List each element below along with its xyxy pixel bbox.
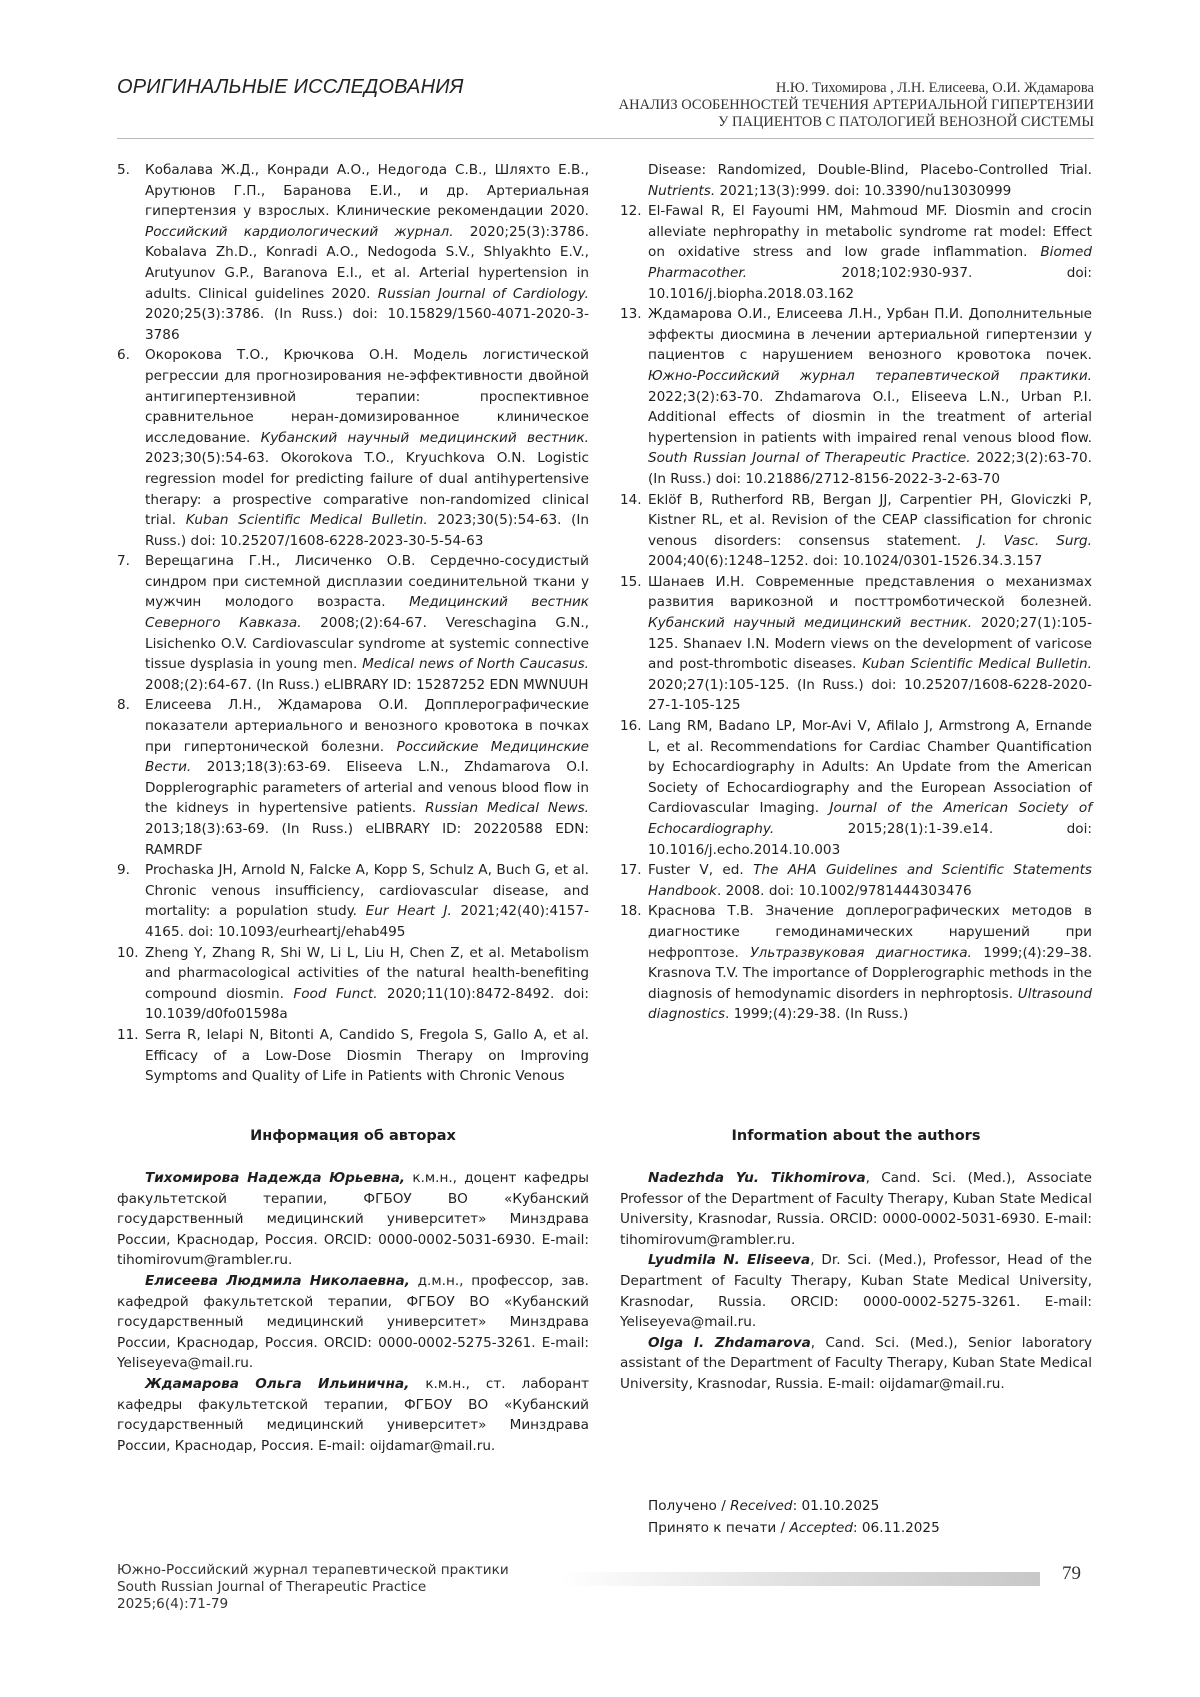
authors-heading-en: Information about the authors: [731, 1128, 981, 1144]
reference-journal: South Russian Journal of Therapeutic Practice.: [648, 450, 971, 467]
reference-text: 2023;30(5):54-63. Okorokova T.O., Kryuchkova O.N. Logistic regression model for predicting failure of dual antihypertensive therapy: a prospective comparative non-randomized clinical trial.: [145, 450, 589, 529]
reference-text: Prochaska JH, Arnold N, Falcke A, Kopp S, Schulz A, Buch G, et al. Chronic venous insufficiency, cardiovascular disease, and mortality: a population study.: [145, 862, 589, 920]
reference-journal: J. Vasc. Surg.: [978, 532, 1092, 549]
reference-13: [620, 304, 1092, 489]
reference-journal: Eur Heart J.: [365, 903, 452, 920]
header-authors: Н.Ю. Тихомирова , Л.Н. Елисеева, О.И. Ждамарова: [775, 80, 1094, 96]
author-details: , Cand. Sci. (Med.), Associate Professor of the Department of Faculty Therapy, Kuban State Medical University, Krasnodar, Russia. ORCID: 0000-0002-5031-6930. E-mail: tihomirovum@rambler.ru.: [620, 1170, 1092, 1248]
reference-journal: Food Funct.: [293, 985, 378, 1002]
reference-number: 18.: [620, 903, 642, 920]
footer-issue: 2025;6(4):71-79: [117, 1596, 229, 1612]
author-name: Ждамарова Ольга Ильинична,: [145, 1375, 410, 1392]
reference-number: 13.: [620, 306, 642, 323]
author-entry: [117, 1168, 589, 1271]
reference-text: 2020;25(3):3786. Kobalava Zh.D., Konradi A.O., Nedogoda S.V., Shlyakhto E.V., Arutyunov G.P., Baranova E.I., et al. Arterial hypertension in adults. Clinical guidelines 2020.: [145, 223, 589, 302]
reference-text: 2020;25(3):3786. (In Russ.) doi: 10.15829/1560-4071-2020-3-3786: [145, 306, 589, 343]
reference-text: Кобалава Ж.Д., Конради А.О., Недогода С.В., Шляхто Е.В., Арутюнов Г.П., Баранова Е.И., и др. Артериальная гипертензия у взрослых. Клинические рекомендации 2020.: [145, 162, 589, 220]
reference-number: 8.: [117, 697, 130, 714]
reference-text: 2008;(2):64-67. (In Russ.) eLIBRARY ID: 15287252 EDN MWNUUH: [145, 676, 589, 693]
reference-journal: Russian Journal of Cardiology.: [377, 285, 589, 302]
reference-14: [620, 490, 1092, 572]
reference-journal: Кубанский научный медицинский вестник.: [648, 615, 973, 632]
accepted-prefix: Принято к печати /: [648, 1520, 790, 1536]
header-title-line-2: У ПАЦИЕНТОВ С ПАТОЛОГИЕЙ ВЕНОЗНОЙ СИСТЕМЫ: [718, 114, 1094, 130]
reference-text: Елисеева Л.Н., Ждамарова О.И. Допплерографические показатели артериального и венозного кровотока в почках при гипертонической болезни.: [145, 697, 589, 755]
author-details: , Cand. Sci. (Med.), Senior laboratory assistant of the Department of Faculty Therapy, Kuban State Medical University, Krasnodar, Russia. E-mail: oijdamar@mail.ru.: [620, 1334, 1092, 1392]
reference-text: Краснова Т.В. Значение доплерографических методов в диагностике гемодинамических нарушений при нефроптозе.: [648, 903, 1092, 961]
reference-number: 9.: [117, 862, 130, 879]
reference-journal: Ультразвуковая диагностика.: [750, 944, 972, 961]
reference-text: 2015;28(1):1-39.e14. doi: 10.1016/j.echo.2014.10.003: [648, 821, 1092, 858]
reference-number: 7.: [117, 553, 130, 570]
author-details: к.м.н., доцент кафедры факультетской терапии, ФГБОУ ВО «Кубанский государственный медицинский университет» Минздрава России, Краснодар, Россия. ORCID: 0000-0002-5031-6930. E-mail: tihomirovum@rambler.ru.: [117, 1170, 589, 1269]
author-details: д.м.н., профессор, зав. кафедрой факультетской терапии, ФГБОУ ВО «Кубанский государственный медицинский университет» Минздрава России, Краснодар, Россия. ORCID: 0000-0002-5275-3261. E-mail: Yeliseyeva@mail.ru.: [117, 1272, 589, 1372]
author-details: , Dr. Sci. (Med.), Professor, Head of the Department of Faculty Therapy, Kuban State Medical University, Krasnodar, Russia. ORCID: 0000-0002-5275-3261. E-mail: Yeliseyeva@mail.ru.: [620, 1252, 1092, 1331]
reference-text: 2021;13(3):999. doi: 10.3390/nu13030999: [715, 182, 1012, 199]
accepted-label: Accepted: [789, 1520, 853, 1536]
submission-dates: [648, 1495, 940, 1539]
reference-journal: Кубанский научный медицинский вестник.: [260, 429, 589, 446]
reference-9: [117, 860, 589, 942]
reference-text: 2004;40(6):1248–1252. doi: 10.1024/0301-1526.34.3.157: [648, 553, 1043, 570]
reference-number: 12.: [620, 203, 642, 220]
reference-text: Lang RM, Badano LP, Mor-Avi V, Afilalo J, Armstrong A, Ernande L, et al. Recommendations for Cardiac Chamber Quantification by Echocardiography in Adults: An Update from the American Society of Echocardiography and the European Association of Cardiovascular Imaging.: [648, 718, 1092, 817]
reference-journal: The AHA Guidelines and Scientific Statements Handbook: [648, 862, 1093, 899]
reference-journal: Kuban Scientific Medical Bulletin.: [185, 512, 428, 529]
header-title-line-1: АНАЛИЗ ОСОБЕННОСТЕЙ ТЕЧЕНИЯ АРТЕРИАЛЬНОЙ ГИПЕРТЕНЗИИ: [618, 97, 1094, 113]
reference-journal: Медицинский вестник Северного Кавказа.: [145, 594, 589, 632]
reference-17: [620, 860, 1092, 901]
accepted-date: [648, 1517, 940, 1539]
reference-journal: Российский кардиологический журнал.: [145, 223, 454, 240]
footer-journal-ru: Южно-Российский журнал терапевтической практики: [117, 1562, 509, 1578]
reference-8: [117, 695, 589, 860]
reference-text: El-Fawal R, El Fayoumi HM, Mahmoud MF. Diosmin and crocin alleviate nephropathy in metabolic syndrome rat model: Effect on oxidative stress and low grade inflammation.: [648, 203, 1092, 261]
reference-journal: Russian Medical News.: [425, 800, 589, 817]
section-title: ОРИГИНАЛЬНЫЕ ИССЛЕДОВАНИЯ: [117, 76, 464, 98]
reference-text: Шанаев И.Н. Современные представления о механизмах развития варикозной и посттромботической болезней.: [648, 573, 1092, 611]
reference-text: 2021;42(40):4157-4165. doi: 10.1093/eurheartj/ehab495: [145, 903, 589, 940]
page-number: 79: [1062, 1563, 1081, 1584]
header-divider: [117, 138, 1094, 139]
footer-journal-en: South Russian Journal of Therapeutic Practice: [117, 1579, 427, 1595]
reference-text: 2022;3(2):63-70. Zhdamarova O.I., Eliseeva L.N., Urban P.I. Additional effects of diosmin in the treatment of arterial hypertension in patients with impaired renal venous blood flow.: [648, 388, 1092, 446]
author-entry: [620, 1168, 1092, 1250]
reference-text: 2023;30(5):54-63. (In Russ.) doi: 10.25207/1608-6228-2023-30-5-54-63: [145, 512, 590, 549]
reference-18: [620, 901, 1092, 1025]
received-date: [648, 1495, 940, 1517]
received-prefix: Получено /: [648, 1498, 731, 1514]
accepted-value: : 06.11.2025: [853, 1520, 940, 1536]
reference-journal: Южно-Российский журнал терапевтической практики.: [648, 367, 1092, 384]
reference-journal: Medical news of North Caucasus.: [362, 656, 589, 673]
reference-number: 15.: [620, 573, 642, 590]
reference-7: [117, 551, 589, 695]
authors-heading-ru: Информация об авторах: [250, 1128, 456, 1144]
reference-text: 2020;11(10):8472-8492. doi: 10.1039/d0fo01598a: [145, 985, 589, 1023]
reference-text: Disease: Randomized, Double-Blind, Placebo-Controlled Trial.: [648, 162, 1092, 178]
reference-text: Верещагина Г.Н., Лисиченко О.В. Сердечно-сосудистый синдром при системной дисплазии соединительной ткани у мужчин молодого возраста.: [145, 553, 589, 611]
reference-text: Окорокова Т.О., Крючкова О.Н. Модель логистической регрессии для прогнозирования не-эффективности двойной антигипертензивной терапии: проспективное сравнительное неран-домизированное клиническое исследование.: [145, 347, 589, 446]
reference-number: 16.: [620, 718, 642, 735]
reference-number: 11.: [117, 1026, 139, 1043]
reference-journal: Kuban Scientific Medical Bulletin.: [862, 656, 1092, 673]
reference-text: 2013;18(3):63-69. (In Russ.) eLIBRARY ID: 20220588 EDN: RAMRDF: [145, 821, 589, 858]
author-name: Nadezhda Yu. Tikhomirova: [648, 1170, 866, 1186]
reference-number: 10.: [117, 944, 139, 961]
reference-text: 2008;(2):64-67. Vereschagina G.N., Lisichenko O.V. Cardiovascular syndrome at systemic connective tissue dysplasia in young men.: [145, 615, 589, 673]
authors-en: [620, 1168, 1092, 1395]
reference-text: Eklöf B, Rutherford RB, Bergan JJ, Carpentier PH, Gloviczki P, Kistner RL, et al. Revision of the CEAP classification for chronic venous disorders: consensus statement.: [648, 491, 1092, 549]
reference-12: [620, 201, 1092, 304]
reference-6: [117, 345, 589, 551]
author-entry: [117, 1271, 589, 1374]
author-details: к.м.н., ст. лаборант кафедры факультетской терапии, ФГБОУ ВО «Кубанский государственный медицинский университет» Минздрава России, Краснодар, Россия. E-mail: oijdamar@mail.ru.: [117, 1375, 589, 1454]
references-right-column: [620, 160, 1092, 1025]
reference-10: [117, 943, 589, 1025]
reference-number: 17.: [620, 862, 642, 879]
reference-journal: Biomed Pharmacother.: [648, 244, 1092, 281]
reference-text: 2018;102:930-937. doi: 10.1016/j.biopha.2018.03.162: [648, 264, 1092, 302]
reference-number: 6.: [117, 347, 130, 364]
reference-text: Serra R, Ielapi N, Bitonti A, Candido S, Fregola S, Gallo A, et al. Efficacy of a Low-Dose Diosmin Therapy on Improving Symptoms and Quality of Life in Patients with Chronic Venous: [145, 1026, 589, 1085]
author-entry: [117, 1374, 589, 1456]
reference-text: Ждамарова О.И., Елисеева Л.Н., Урбан П.И. Дополнительные эффекты диосмина в лечении артериальной гипертензии у пациентов с нарушением венозного кровотока почек.: [648, 306, 1092, 364]
reference-text: . 1999;(4):29-38. (In Russ.): [725, 1006, 909, 1023]
received-label: Received: [730, 1498, 793, 1514]
reference-number: 14.: [620, 491, 642, 508]
reference-11: [117, 1025, 589, 1087]
reference-15: [620, 572, 1092, 716]
received-value: : 01.10.2025: [792, 1498, 880, 1514]
reference-journal: Российские Медицинские Вести.: [145, 738, 589, 776]
reference-text: Fuster V, ed.: [648, 862, 754, 879]
author-name: Olga I. Zhdamarova: [648, 1334, 811, 1351]
reference-16: [620, 716, 1092, 860]
reference-text: Zheng Y, Zhang R, Shi W, Li L, Liu H, Chen Z, et al. Metabolism and pharmacological activities of the natural health-benefiting compound diosmin.: [145, 944, 589, 1002]
reference-text: . 2008. doi: 10.1002/9781444303476: [716, 882, 972, 899]
reference-journal: Ultrasound diagnostics: [648, 985, 1092, 1023]
author-entry: [620, 1250, 1092, 1332]
reference-journal: Journal of the American Society of Echocardiography.: [648, 800, 1092, 837]
reference-text: 2020;27(1):105-125. Shanaev I.N. Modern views on the development of varicose and post-thrombotic diseases.: [648, 615, 1092, 673]
reference-text: 2022;3(2):63-70. (In Russ.) doi: 10.21886/2712-8156-2022-3-2-63-70: [648, 450, 1092, 487]
running-header: [619, 80, 1094, 131]
reference-text: 2013;18(3):63-69. Eliseeva L.N., Zhdamarova O.I. Dopplerographic parameters of arterial and venous blood flow in the kidneys in hypertensive patients.: [145, 759, 589, 817]
authors-ru: [117, 1168, 589, 1456]
reference-journal: Nutrients.: [648, 182, 716, 199]
reference-5: [117, 160, 589, 345]
author-name: Тихомирова Надежда Юрьевна,: [145, 1170, 406, 1186]
author-name: Елисеева Людмила Николаевна,: [145, 1272, 410, 1289]
footer-gradient-bar: [560, 1572, 1040, 1586]
author-entry: [620, 1333, 1092, 1395]
reference-text: 1999;(4):29–38. Krasnova T.V. The importance of Dopplerographic methods in the diagnosis of hemodynamic disorders in nephroptosis.: [648, 944, 1093, 1002]
reference-text: 2020;27(1):105-125. (In Russ.) doi: 10.25207/1608-6228-2020-27-1-105-125: [648, 676, 1092, 714]
reference-number: 5.: [117, 162, 130, 178]
references-left-column: [117, 160, 589, 1087]
author-name: Lyudmila N. Eliseeva: [648, 1252, 811, 1269]
footer-journal-info: [117, 1562, 509, 1613]
reference-11-continuation: [620, 160, 1092, 201]
